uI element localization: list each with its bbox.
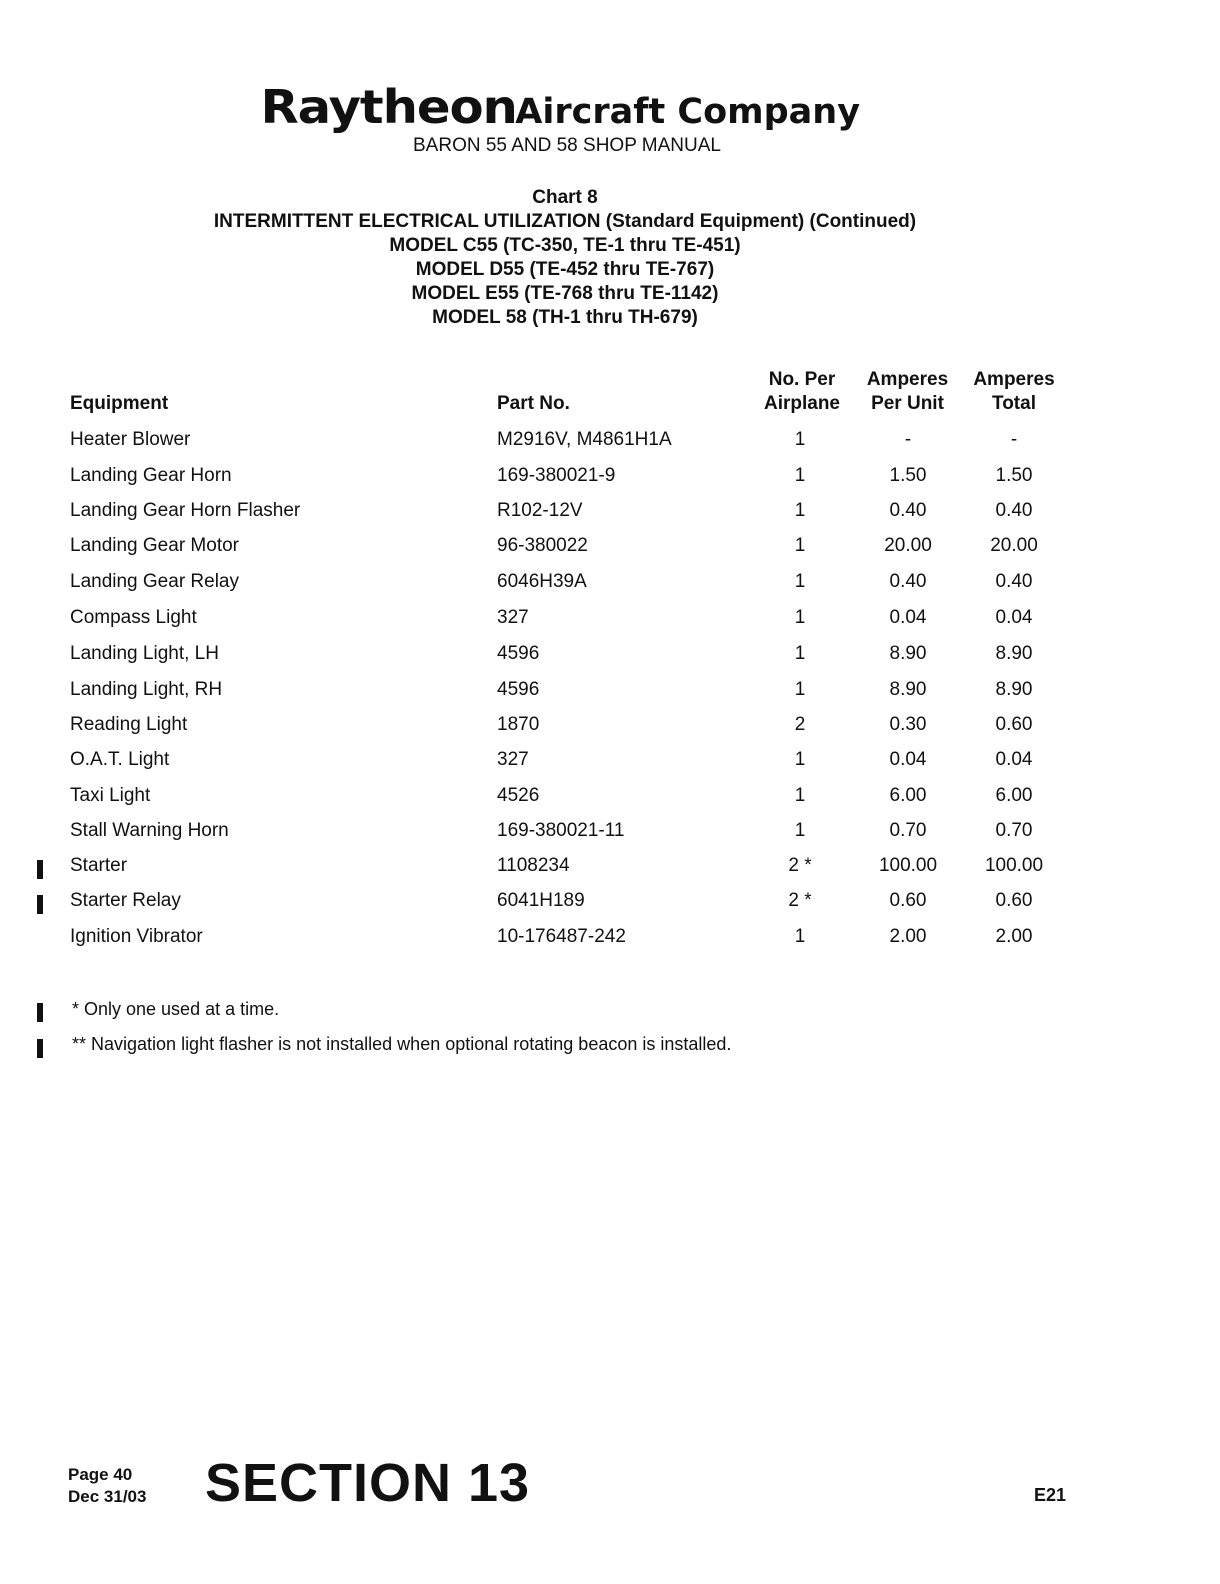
equipment-cell: Starter xyxy=(70,855,128,876)
revision-bar xyxy=(37,860,43,879)
part-no-cell: 4596 xyxy=(497,643,540,664)
model-line: MODEL 58 (TH-1 thru TH-679) xyxy=(432,307,698,328)
amperes-total-cell: 0.04 xyxy=(995,749,1033,770)
company-heading xyxy=(0,80,1130,134)
amperes-total-cell: 0.60 xyxy=(995,890,1033,911)
no-per-airplane-cell: 1 xyxy=(794,679,806,700)
no-per-airplane-cell: 2 xyxy=(794,714,806,735)
amperes-total-cell: 1.50 xyxy=(995,465,1033,486)
footnote-single-asterisk: * Only one used at a time. xyxy=(72,999,280,1019)
no-per-airplane-cell: 2 * xyxy=(788,890,812,911)
table-row xyxy=(0,535,1220,571)
revision-bar xyxy=(37,1003,43,1022)
revision-bar xyxy=(37,1039,43,1058)
table-row xyxy=(0,500,1220,536)
table-row xyxy=(0,607,1220,643)
no-per-airplane-cell: 2 * xyxy=(788,855,812,876)
amperes-per-unit-cell: 1.50 xyxy=(889,465,927,486)
equipment-cell: Stall Warning Horn xyxy=(70,820,229,841)
amperes-per-unit-cell: 0.70 xyxy=(889,820,927,841)
equipment-cell: Ignition Vibrator xyxy=(70,926,203,947)
equipment-cell: Landing Light, LH xyxy=(70,643,219,664)
part-no-cell: 327 xyxy=(497,607,529,628)
model-line: MODEL C55 (TC-350, TE-1 thru TE-451) xyxy=(389,235,741,256)
part-no-cell: 10-176487-242 xyxy=(497,926,626,947)
no-per-airplane-cell: 1 xyxy=(794,535,806,556)
section-title: SECTION 13 xyxy=(205,1453,531,1513)
chart-number: Chart 8 xyxy=(532,187,598,208)
part-no-cell: 1108234 xyxy=(497,855,570,876)
amperes-per-unit-cell: 8.90 xyxy=(889,679,927,700)
amperes-total-cell: 0.40 xyxy=(995,571,1033,592)
equipment-cell: Landing Light, RH xyxy=(70,679,223,700)
amperes-per-unit-cell: - xyxy=(904,429,912,450)
part-no-cell: 6046H39A xyxy=(497,571,587,592)
amperes-total-cell: 100.00 xyxy=(984,855,1044,876)
amperes-per-unit-cell: 0.40 xyxy=(889,500,927,521)
equipment-cell: Starter Relay xyxy=(70,890,181,911)
page-number: Page 40 xyxy=(68,1465,133,1484)
table-row xyxy=(0,820,1220,856)
no-per-airplane-cell: 1 xyxy=(794,643,806,664)
table-row xyxy=(0,890,1220,926)
revision-bar xyxy=(37,895,43,914)
no-per-airplane-cell: 1 xyxy=(794,429,806,450)
no-per-airplane-cell: 1 xyxy=(794,607,806,628)
no-per-airplane-cell: 1 xyxy=(794,785,806,806)
amperes-total-cell: 20.00 xyxy=(990,535,1038,556)
company-name: Aircraft Company xyxy=(515,92,861,132)
table-row xyxy=(0,571,1220,607)
raytheon-logo: Raytheon xyxy=(260,80,517,134)
manual-title: BARON 55 AND 58 SHOP MANUAL xyxy=(413,135,721,156)
table-row xyxy=(0,749,1220,785)
model-line: MODEL E55 (TE-768 thru TE-1142) xyxy=(411,283,719,304)
equipment-cell: Compass Light xyxy=(70,607,197,628)
part-no-cell: 169-380021-11 xyxy=(497,820,625,841)
equipment-cell: Landing Gear Horn Flasher xyxy=(70,500,301,521)
amperes-total-cell: 0.70 xyxy=(995,820,1033,841)
chart-heading xyxy=(0,186,1130,330)
table-row xyxy=(0,714,1220,750)
header-part-no: Part No. xyxy=(497,393,570,414)
no-per-airplane-cell: 1 xyxy=(794,926,806,947)
no-per-airplane-cell: 1 xyxy=(794,749,806,770)
header-amperes-total: Amperes Total xyxy=(973,369,1055,414)
model-line: MODEL D55 (TE-452 thru TE-767) xyxy=(415,259,715,280)
amperes-total-cell: 6.00 xyxy=(995,785,1033,806)
amperes-per-unit-cell: 20.00 xyxy=(884,535,932,556)
amperes-total-cell: 8.90 xyxy=(995,679,1033,700)
equipment-cell: Landing Gear Relay xyxy=(70,571,239,592)
part-no-cell: 96-380022 xyxy=(497,535,588,556)
amperes-per-unit-cell: 8.90 xyxy=(889,643,927,664)
equipment-cell: Landing Gear Motor xyxy=(70,535,239,556)
amperes-per-unit-cell: 2.00 xyxy=(889,926,927,947)
amperes-per-unit-cell: 0.60 xyxy=(889,890,927,911)
equipment-cell: Landing Gear Horn xyxy=(70,465,232,486)
amperes-per-unit-cell: 0.04 xyxy=(889,607,927,628)
equipment-cell: O.A.T. Light xyxy=(70,749,170,770)
part-no-cell: M2916V, M4861H1A xyxy=(497,429,672,450)
amperes-total-cell: - xyxy=(1010,429,1018,450)
part-no-cell: 4526 xyxy=(497,785,540,806)
header-no-per-airplane: No. Per Airplane xyxy=(763,369,841,414)
footnote-double-asterisk: ** Navigation light flasher is not installed when optional rotating beacon is installed. xyxy=(72,1034,732,1054)
no-per-airplane-cell: 1 xyxy=(794,465,806,486)
header-amperes-per-unit: Amperes Per Unit xyxy=(866,369,949,414)
amperes-total-cell: 2.00 xyxy=(995,926,1033,947)
equipment-cell: Taxi Light xyxy=(70,785,151,806)
page-code: E21 xyxy=(1034,1485,1067,1505)
table-row xyxy=(0,643,1220,679)
amperes-total-cell: 8.90 xyxy=(995,643,1033,664)
table-row xyxy=(0,465,1220,501)
part-no-cell: 4596 xyxy=(497,679,540,700)
equipment-cell: Heater Blower xyxy=(70,429,191,450)
revision-date: Dec 31/03 xyxy=(68,1487,147,1506)
no-per-airplane-cell: 1 xyxy=(794,820,806,841)
table-row xyxy=(0,785,1220,821)
table-row xyxy=(0,855,1220,891)
amperes-per-unit-cell: 100.00 xyxy=(878,855,938,876)
header-equipment: Equipment xyxy=(70,393,169,414)
no-per-airplane-cell: 1 xyxy=(794,500,806,521)
part-no-cell: 6041H189 xyxy=(497,890,585,911)
table-row xyxy=(0,926,1220,962)
no-per-airplane-cell: 1 xyxy=(794,571,806,592)
amperes-total-cell: 0.60 xyxy=(995,714,1033,735)
amperes-total-cell: 0.04 xyxy=(995,607,1033,628)
equipment-cell: Reading Light xyxy=(70,714,188,735)
amperes-per-unit-cell: 0.30 xyxy=(889,714,927,735)
table-row xyxy=(0,429,1220,465)
part-no-cell: R102-12V xyxy=(497,500,583,521)
part-no-cell: 169-380021-9 xyxy=(497,465,616,486)
amperes-per-unit-cell: 6.00 xyxy=(889,785,927,806)
amperes-total-cell: 0.40 xyxy=(995,500,1033,521)
page-info xyxy=(68,1464,146,1508)
table-row xyxy=(0,679,1220,715)
amperes-per-unit-cell: 0.40 xyxy=(889,571,927,592)
part-no-cell: 1870 xyxy=(497,714,540,735)
chart-title: INTERMITTENT ELECTRICAL UTILIZATION (Standard Equipment) (Continued) xyxy=(213,211,917,232)
part-no-cell: 327 xyxy=(497,749,529,770)
amperes-per-unit-cell: 0.04 xyxy=(889,749,927,770)
